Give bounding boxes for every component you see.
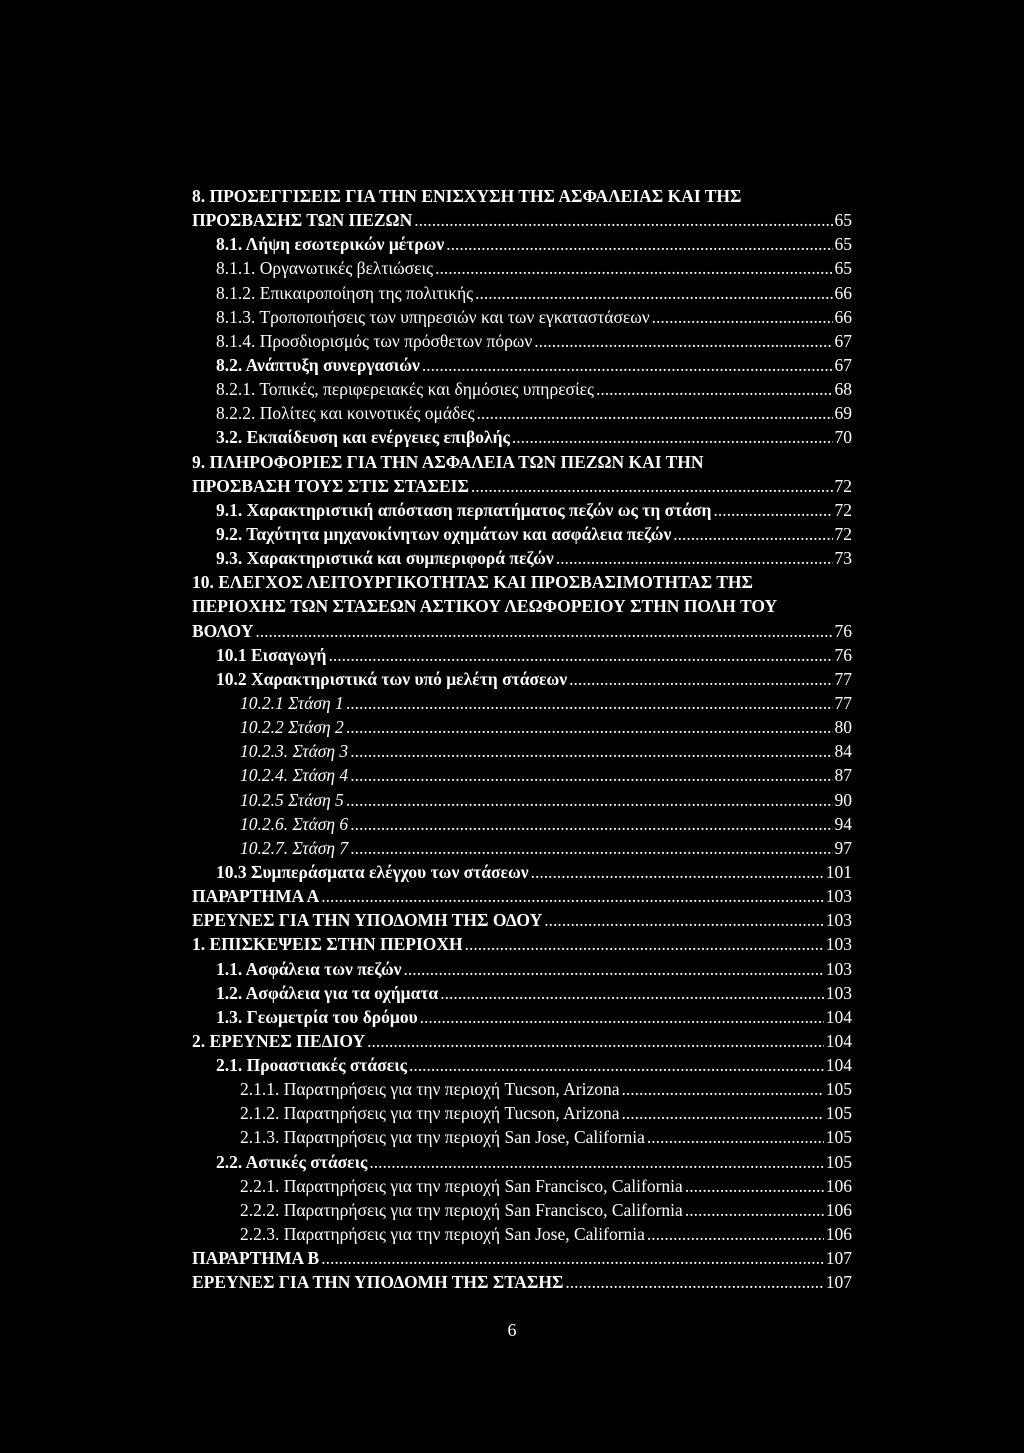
toc-entry-page: 80 [834,717,852,738]
toc-entry-page: 67 [834,330,852,351]
toc-entry [192,1005,852,1029]
toc-entry-title: 2.1.3. Παρατηρήσεις για την περιοχή San Jose, California [240,1127,645,1148]
dot-leader [647,1222,824,1246]
toc-entry-title: 8.1.1. Οργανωτικές βελτιώσεις [216,258,434,279]
toc-entry-title: 2.1. Προαστιακές στάσεις [216,1055,408,1076]
dot-leader [569,667,832,691]
toc-entry-page: 72 [834,475,852,496]
dot-leader [350,836,832,860]
toc-entry-page: 103 [825,910,852,931]
toc-entry [192,860,852,884]
toc-entry-page: 103 [825,958,852,979]
dot-leader [409,1053,824,1077]
toc-entry-title: 10.3 Συμπεράσματα ελέγχου των στάσεων [216,861,529,882]
toc-entry [192,232,852,256]
toc-entry-page: 90 [834,789,852,810]
toc-entry-page: 69 [834,403,852,424]
toc-entry-title: ΠΑΡΑΡΤΗΜΑ Α [192,886,320,907]
dot-leader [596,377,833,401]
toc-entry-page: 104 [825,1055,852,1076]
dot-leader [446,232,832,256]
toc-entry [192,1053,852,1077]
toc-entry [192,1150,852,1174]
toc-entry-page: 76 [834,620,852,641]
toc-entry-title: 2.1.2. Παρατηρήσεις για την περιοχή Tucson, Arizona [240,1103,620,1124]
toc-entry [192,208,852,232]
toc-entry-title: 10.2 Χαρακτηριστικά των υπό μελέτη στάσεων [216,668,568,689]
toc-entry-page: 103 [825,934,852,955]
toc-entry-title: 9.2. Ταχύτητα μηχανοκίνητων οχημάτων και ασφάλεια πεζών [216,523,672,544]
toc-entry [192,788,852,812]
dot-leader [713,498,832,522]
dot-leader [544,908,824,932]
table-of-contents [192,184,852,1294]
toc-entry [192,594,852,618]
toc-entry-title: 10.2.4. Στάση 4 [240,765,349,786]
dot-leader [622,1101,824,1125]
toc-entry-title: 2. ΕΡΕΥΝΕΣ ΠΕΔΙΟΥ [192,1030,366,1051]
toc-entry [192,1029,852,1053]
toc-entry-page: 106 [825,1199,852,1220]
dot-leader [420,1005,824,1029]
toc-entry [192,667,852,691]
toc-entry-page: 65 [834,234,852,255]
toc-entry-title: 10. ΕΛΕΓΧΟΣ ΛΕΙΤΟΥΡΓΙΚΟΤΗΤΑΣ ΚΑΙ ΠΡΟΣΒΑΣΙΜΟΤΗΤΑΣ ΤΗΣ [192,572,753,593]
toc-entry-page: 66 [834,282,852,303]
toc-entry-page: 68 [834,379,852,400]
dot-leader [685,1174,824,1198]
toc-entry-page: 65 [834,258,852,279]
toc-entry-page: 106 [825,1224,852,1245]
toc-entry-title: 2.1.1. Παρατηρήσεις για την περιοχή Tucson, Arizona [240,1079,620,1100]
dot-leader [652,305,833,329]
toc-entry-page: 70 [834,427,852,448]
dot-leader [422,353,833,377]
toc-entry [192,401,852,425]
toc-entry-title: ΠΕΡΙΟΧΗΣ ΤΩΝ ΣΤΑΣΕΩΝ ΑΣΤΙΚΟΥ ΛΕΩΦΟΡΕΙΟΥ ΣΤΗΝ ΠΟΛΗ ΤΟΥ [192,596,778,617]
page-number: 6 [507,1320,517,1340]
toc-entry [192,1270,852,1294]
toc-entry-page: 66 [834,306,852,327]
toc-entry [192,643,852,667]
toc-entry [192,474,852,498]
toc-entry-title: 1.2. Ασφάλεια για τα οχήματα [216,982,439,1003]
toc-entry-title: 10.2.6. Στάση 6 [240,813,349,834]
toc-entry-title: 9.3. Χαρακτηριστικά και συμπεριφορά πεζών [216,548,554,569]
toc-entry [192,908,852,932]
toc-entry [192,1222,852,1246]
dot-leader [685,1198,824,1222]
dot-leader [673,522,832,546]
dot-leader [346,788,833,812]
toc-entry-title: 10.2.5 Στάση 5 [240,789,344,810]
toc-entry-page: 73 [834,548,852,569]
toc-entry [192,281,852,305]
toc-entry [192,812,852,836]
toc-entry-page: 94 [834,813,852,834]
toc-entry-title: ΕΡΕΥΝΕΣ ΓΙΑ ΤΗΝ ΥΠΟΔΟΜΗ ΤΗΣ ΟΔΟΥ [192,910,543,931]
toc-entry-title: 10.2.2 Στάση 2 [240,717,344,738]
toc-entry-title: 9. ΠΛΗΡΟΦΟΡΙΕΣ ΓΙΑ ΤΗΝ ΑΣΦΑΛΕΙΑ ΤΩΝ ΠΕΖΩΝ ΚΑΙ ΤΗΝ [192,451,704,472]
toc-entry-page: 67 [834,354,852,375]
toc-entry-page: 76 [834,644,852,665]
toc-entry [192,739,852,763]
toc-entry-page: 101 [825,861,852,882]
toc-entry [192,425,852,449]
toc-entry-page: 107 [825,1272,852,1293]
toc-entry [192,329,852,353]
toc-entry-title: 8.2.1. Τοπικές, περιφερειακές και δημόσιες υπηρεσίες [216,379,594,400]
dot-leader [647,1125,824,1149]
toc-entry-page: 97 [834,837,852,858]
toc-entry [192,836,852,860]
toc-entry-title: ΠΡΟΣΒΑΣΗΣ ΤΩΝ ΠΕΖΩΝ [192,210,413,231]
toc-entry [192,1077,852,1101]
dot-leader [512,425,833,449]
toc-entry-title: 8. ΠΡΟΣΕΓΓΙΣΕΙΣ ΓΙΑ ΤΗΝ ΕΝΙΣΧΥΣΗ ΤΗΣ ΑΣΦΑΛΕΙΑΣ ΚΑΙ ΤΗΣ [192,186,742,206]
toc-entry [192,1198,852,1222]
dot-leader [350,763,832,787]
toc-entry-page: 104 [825,1030,852,1051]
toc-entry-page: 105 [825,1127,852,1148]
toc-entry-page: 77 [834,668,852,689]
toc-entry-title: 8.1.2. Επικαιροποίηση της πολιτικής [216,282,474,303]
toc-entry [192,619,852,643]
toc-entry [192,763,852,787]
toc-entry [192,450,852,474]
toc-entry [192,570,852,594]
toc-entry-page: 105 [825,1103,852,1124]
dot-leader [367,1029,824,1053]
toc-entry-page: 103 [825,886,852,907]
toc-entry-title: ΠΑΡΑΡΤΗΜΑ Β [192,1248,320,1269]
dot-leader [534,329,832,353]
toc-entry-page: 77 [834,692,852,713]
toc-entry [192,522,852,546]
toc-entry-title: ΒΟΛΟΥ [192,620,254,641]
dot-leader [622,1077,824,1101]
dot-leader [321,884,824,908]
toc-entry-page: 87 [834,765,852,786]
toc-entry [192,1246,852,1270]
toc-entry-page: 84 [834,741,852,762]
toc-entry-title: 8.1.4. Προσδιορισμός των πρόσθετων πόρων [216,330,533,351]
dot-leader [414,208,832,232]
toc-entry-title: 3.2. Εκπαίδευση και ενέργειες επιβολής [216,427,510,448]
toc-entry [192,932,852,956]
toc-entry [192,377,852,401]
dot-leader [465,932,824,956]
toc-entry [192,184,852,208]
toc-entry-page: 72 [834,523,852,544]
toc-entry-title: 2.2.1. Παρατηρήσεις για την περιοχή San Francisco, California [240,1175,683,1196]
toc-entry [192,715,852,739]
dot-leader [350,739,832,763]
toc-entry-title: 10.2.7. Στάση 7 [240,837,349,858]
toc-entry [192,691,852,715]
dot-leader [369,1150,823,1174]
dot-leader [321,1246,824,1270]
toc-entry-title: 2.2. Αστικές στάσεις [216,1151,368,1172]
dot-leader [531,860,824,884]
toc-entry [192,884,852,908]
toc-entry [192,256,852,280]
toc-entry [192,957,852,981]
toc-entry-title: 1.1. Ασφάλεια των πεζών [216,958,402,979]
dot-leader [346,715,833,739]
toc-entry-title: 10.2.3. Στάση 3 [240,741,349,762]
toc-entry-title: 10.2.1 Στάση 1 [240,692,344,713]
toc-entry-title: 1. ΕΠΙΣΚΕΨΕΙΣ ΣΤΗΝ ΠΕΡΙΟΧΗ [192,934,463,955]
toc-entry-title: ΕΡΕΥΝΕΣ ΓΙΑ ΤΗΝ ΥΠΟΔΟΜΗ ΤΗΣ ΣΤΑΣΗΣ [192,1272,564,1293]
toc-entry-title: 10.1 Εισαγωγή [216,644,327,665]
toc-entry [192,981,852,1005]
dot-leader [404,957,824,981]
dot-leader [556,546,833,570]
toc-entry-page: 72 [834,499,852,520]
toc-entry-title: ΠΡΟΣΒΑΣΗ ΤΟΥΣ ΣΤΙΣ ΣΤΑΣΕΙΣ [192,475,469,496]
dot-leader [565,1270,823,1294]
toc-entry-title: 2.2.3. Παρατηρήσεις για την περιοχή San Jose, California [240,1224,645,1245]
dot-leader [475,281,832,305]
dot-leader [471,474,833,498]
toc-entry [192,353,852,377]
toc-entry [192,498,852,522]
toc-entry [192,1125,852,1149]
toc-entry-page: 105 [825,1079,852,1100]
toc-entry-page: 104 [825,1006,852,1027]
dot-leader [440,981,824,1005]
toc-entry [192,546,852,570]
dot-leader [435,256,832,280]
toc-entry-page: 65 [834,210,852,231]
toc-entry-page: 106 [825,1175,852,1196]
toc-entry-title: 8.2.2. Πολίτες και κοινοτικές ομάδες [216,403,475,424]
dot-leader [350,812,832,836]
toc-entry-page: 105 [825,1151,852,1172]
toc-entry-title: 2.2.2. Παρατηρήσεις για την περιοχή San Francisco, California [240,1199,683,1220]
toc-entry [192,1174,852,1198]
toc-entry-title: 8.1.3. Τροποποιήσεις των υπηρεσιών και των εγκαταστάσεων [216,306,650,327]
toc-entry-page: 107 [825,1248,852,1269]
toc-entry-title: 9.1. Χαρακτηριστική απόσταση περπατήματος πεζών ως τη στάση [216,499,712,520]
dot-leader [346,691,833,715]
toc-entry-title: 1.3. Γεωμετρία του δρόμου [216,1006,418,1027]
dot-leader [329,643,833,667]
toc-entry [192,305,852,329]
toc-entry-title: 8.1. Λήψη εσωτερικών μέτρων [216,234,445,255]
toc-entry [192,1101,852,1125]
dot-leader [477,401,833,425]
toc-entry-title: 8.2. Ανάπτυξη συνεργασιών [216,354,420,375]
dot-leader [255,619,832,643]
toc-entry-page: 103 [825,982,852,1003]
